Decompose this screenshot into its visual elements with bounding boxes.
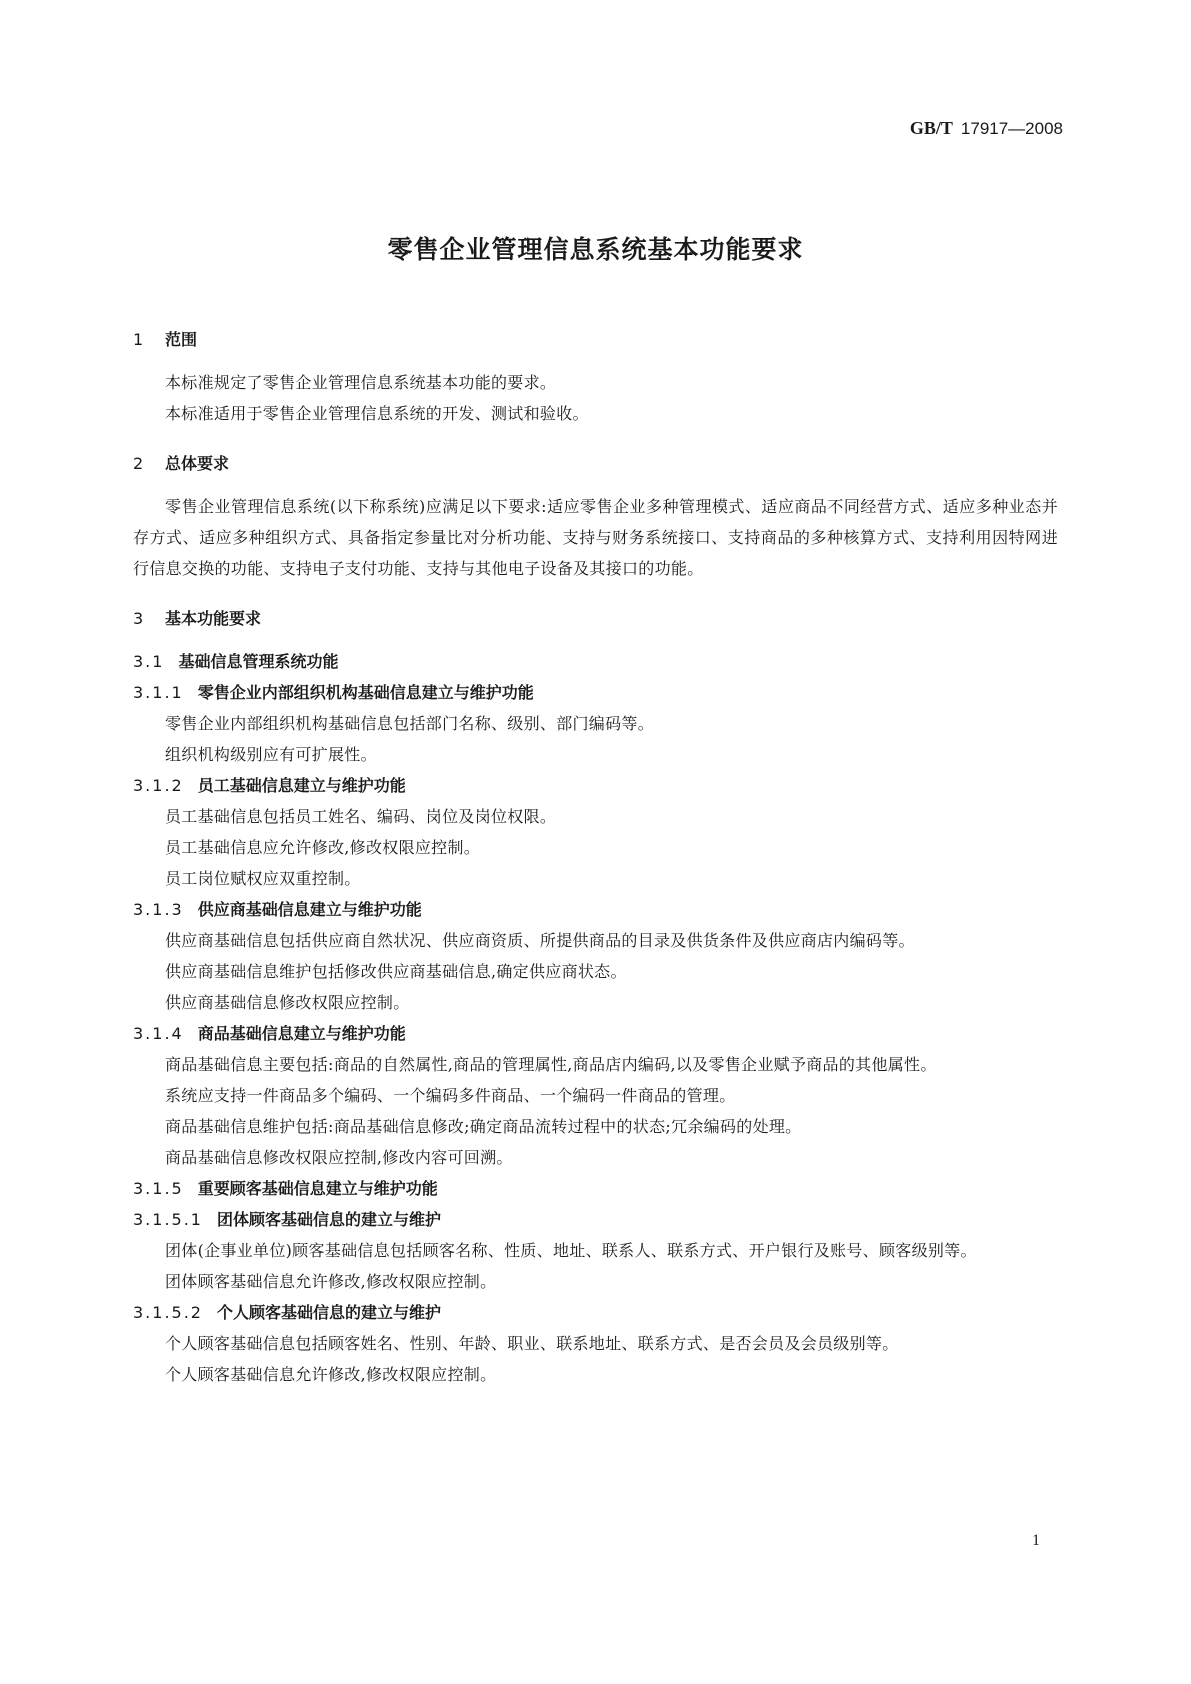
section-heading-3: 3 基本功能要求 xyxy=(133,609,262,628)
paragraph: 个人顾客基础信息允许修改,修改权限应控制。 xyxy=(165,1365,497,1384)
paragraph: 系统应支持一件商品多个编码、一个编码多件商品、一个编码一件商品的管理。 xyxy=(165,1086,736,1105)
paragraph: 个人顾客基础信息包括顾客姓名、性别、年龄、职业、联系地址、联系方式、是否会员及会员级别等。 xyxy=(165,1334,899,1353)
paragraph: 商品基础信息修改权限应控制,修改内容可回溯。 xyxy=(165,1148,513,1167)
paragraph: 零售企业管理信息系统(以下称系统)应满足以下要求:适应零售企业多种管理模式、适应商品不同经营方式、适应多种业态并存方式、适应多种组织方式、具备指定参量比对分析功能、支持与财务系统接口、支持商品的多种核算方式、支持利用因特网进行信息交换的功能、支持电子支付功能、支持与其他电子设备及其接口的功能。 xyxy=(133,497,1058,578)
paragraph: 本标准规定了零售企业管理信息系统基本功能的要求。 xyxy=(165,373,557,392)
paragraph: 团体顾客基础信息允许修改,修改权限应控制。 xyxy=(165,1272,497,1291)
page-number: 1 xyxy=(1032,1532,1040,1549)
paragraph: 商品基础信息维护包括:商品基础信息修改;确定商品流转过程中的状态;冗余编码的处理。 xyxy=(165,1117,802,1136)
subsection-heading-3-1-2: 3.1.2 员工基础信息建立与维护功能 xyxy=(133,776,406,795)
standard-code xyxy=(910,118,1063,139)
paragraph: 供应商基础信息维护包括修改供应商基础信息,确定供应商状态。 xyxy=(165,962,627,981)
paragraph: 商品基础信息主要包括:商品的自然属性,商品的管理属性,商品店内编码,以及零售企业赋予商品的其他属性。 xyxy=(165,1055,937,1074)
document-body xyxy=(133,325,1058,1390)
subsection-heading-3-1-3: 3.1.3 供应商基础信息建立与维护功能 xyxy=(133,900,422,919)
subsection-heading-3-1-1: 3.1.1 零售企业内部组织机构基础信息建立与维护功能 xyxy=(133,683,534,702)
paragraph: 供应商基础信息包括供应商自然状况、供应商资质、所提供商品的目录及供货条件及供应商店内编码等。 xyxy=(165,931,915,950)
paragraph: 员工基础信息包括员工姓名、编码、岗位及岗位权限。 xyxy=(165,807,557,826)
paragraph: 员工基础信息应允许修改,修改权限应控制。 xyxy=(165,838,481,857)
standard-number: 17917—2008 xyxy=(960,119,1063,138)
section-heading-2: 2 总体要求 xyxy=(133,454,230,473)
paragraph: 员工岗位赋权应双重控制。 xyxy=(165,869,361,888)
subsection-heading-3-1: 3.1 基础信息管理系统功能 xyxy=(133,652,339,671)
section-heading-1: 1 范围 xyxy=(133,330,198,349)
paragraph: 组织机构级别应有可扩展性。 xyxy=(165,745,377,764)
paragraph: 团体(企事业单位)顾客基础信息包括顾客名称、性质、地址、联系人、联系方式、开户银行及账号、顾客级别等。 xyxy=(165,1241,977,1260)
subsection-heading-3-1-4: 3.1.4 商品基础信息建立与维护功能 xyxy=(133,1024,406,1043)
paragraph: 本标准适用于零售企业管理信息系统的开发、测试和验收。 xyxy=(165,404,589,423)
paragraph: 零售企业内部组织机构基础信息包括部门名称、级别、部门编码等。 xyxy=(165,714,655,733)
subsection-heading-3-1-5: 3.1.5 重要顾客基础信息建立与维护功能 xyxy=(133,1179,438,1198)
paragraph: 供应商基础信息修改权限应控制。 xyxy=(165,993,410,1012)
standard-prefix: GB/T xyxy=(909,118,953,138)
subsection-heading-3-1-5-2: 3.1.5.2 个人顾客基础信息的建立与维护 xyxy=(133,1303,441,1322)
document-title: 零售企业管理信息系统基本功能要求 xyxy=(387,235,804,264)
subsection-heading-3-1-5-1: 3.1.5.1 团体顾客基础信息的建立与维护 xyxy=(133,1210,441,1229)
